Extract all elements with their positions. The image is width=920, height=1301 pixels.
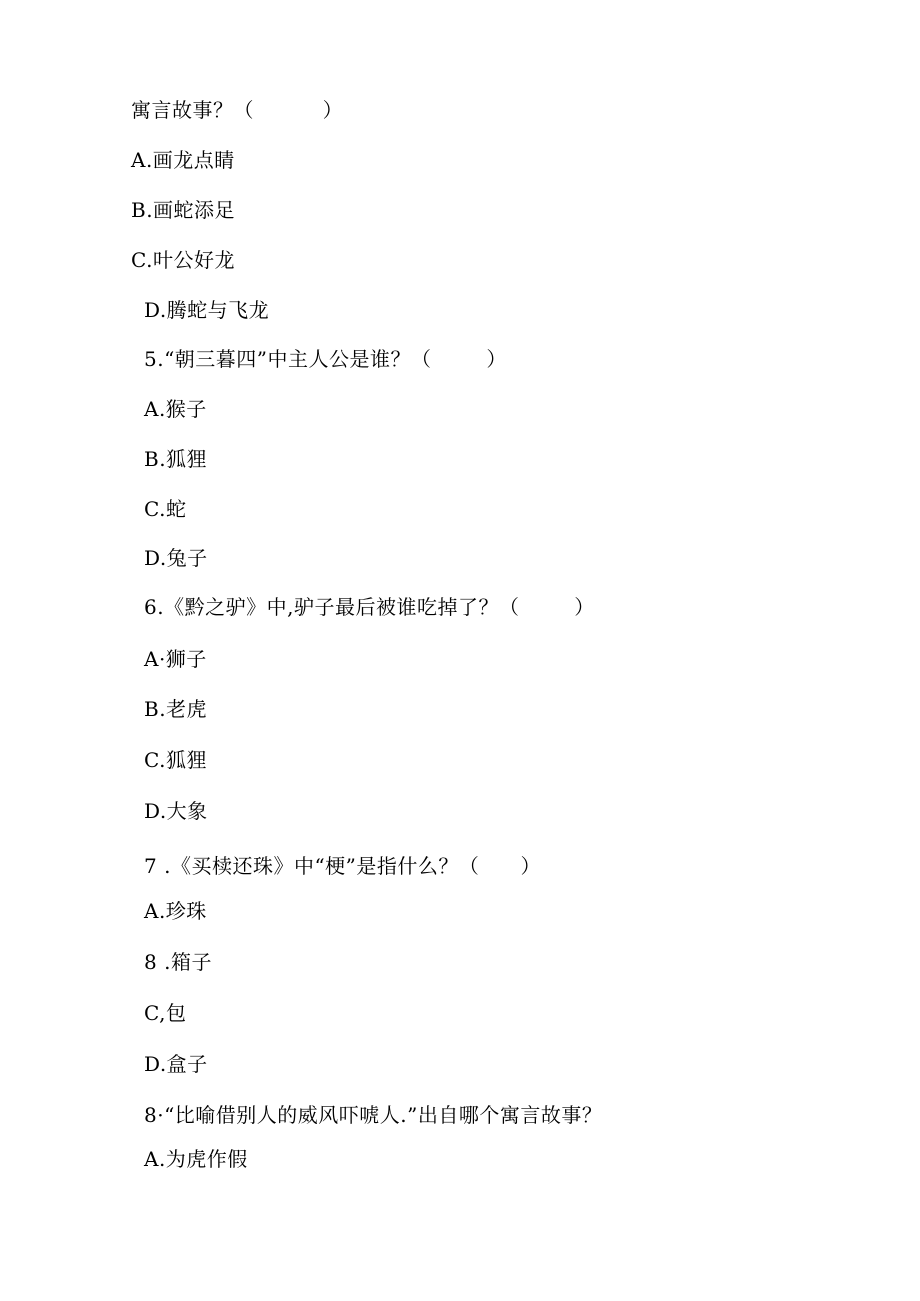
question-5-option-b: B.狐狸 [144, 447, 208, 471]
question-5-option-c: C.蛇 [144, 497, 187, 521]
question-6-option-b: B.老虎 [144, 697, 208, 721]
question-5-option-a: A.猴子 [144, 397, 207, 421]
question-8-option-a: A.为虎作假 [144, 1147, 248, 1171]
question-5-option-d: D.兔子 [144, 546, 208, 570]
question-6-option-d: D.大象 [144, 799, 208, 823]
question-6-option-a: A·狮子 [144, 647, 207, 671]
question-7-option-d: D.盒子 [144, 1052, 208, 1076]
question-8-stem: 8·“比喻借别人的威风吓唬人.”出自哪个寓言故事？ [144, 1103, 603, 1127]
question-7-option-a: A.珍珠 [144, 899, 207, 923]
question-7-option-b: 8 .箱子 [144, 950, 212, 974]
question-5-stem: 5.“朝三暮四”中主人公是谁？（ ） [144, 347, 507, 371]
question-4-option-a: A.画龙点睛 [131, 148, 235, 172]
question-7-option-c: C,包 [144, 1001, 187, 1025]
question-4-option-d: D.腾蛇与飞龙 [144, 298, 270, 322]
question-4-stem-continuation: 寓言故事？（ ） [131, 98, 344, 122]
question-6-option-c: C.狐狸 [144, 748, 207, 772]
question-7-stem: 7 .《买椟还珠》中“梗”是指什么？（ ） [144, 854, 542, 878]
question-4-option-b: B.画蛇添足 [131, 198, 236, 222]
question-6-stem: 6.《黔之驴》中,驴子最后被谁吃掉了？（ ） [144, 595, 595, 619]
question-4-option-c: C.叶公好龙 [131, 248, 235, 272]
